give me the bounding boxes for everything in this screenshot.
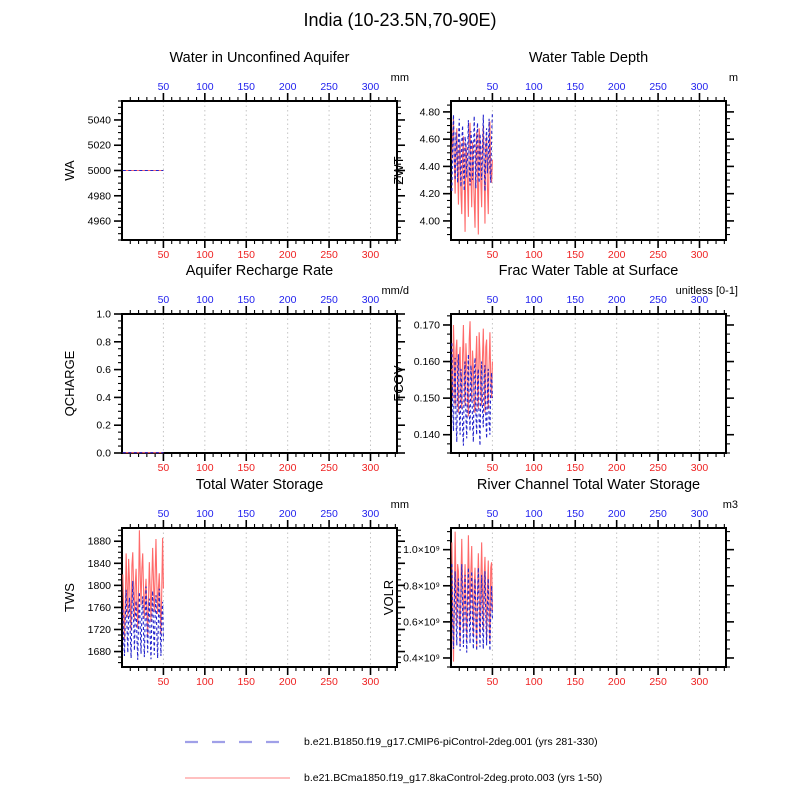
svg-text:mm/d: mm/d bbox=[381, 285, 409, 297]
svg-text:4.00: 4.00 bbox=[419, 215, 440, 228]
subplot-zwt bbox=[391, 50, 738, 261]
svg-text:4.80: 4.80 bbox=[419, 106, 440, 119]
svg-text:WA: WA bbox=[62, 160, 77, 181]
svg-text:1.0×10⁹: 1.0×10⁹ bbox=[403, 544, 440, 557]
svg-text:100: 100 bbox=[196, 249, 214, 261]
svg-text:250: 250 bbox=[320, 508, 338, 520]
subplot-wa bbox=[62, 50, 409, 261]
svg-text:1680: 1680 bbox=[87, 646, 111, 659]
svg-text:100: 100 bbox=[525, 294, 543, 306]
svg-text:5000: 5000 bbox=[87, 165, 111, 177]
svg-text:50: 50 bbox=[157, 508, 170, 520]
svg-text:150: 150 bbox=[566, 249, 585, 261]
svg-text:50: 50 bbox=[486, 81, 499, 93]
svg-text:150: 150 bbox=[237, 249, 256, 261]
svg-text:250: 250 bbox=[649, 508, 667, 520]
legend-line-dashed-icon bbox=[185, 739, 290, 745]
svg-text:300: 300 bbox=[361, 508, 380, 520]
svg-text:200: 200 bbox=[607, 676, 626, 688]
svg-text:250: 250 bbox=[320, 462, 338, 474]
svg-text:50: 50 bbox=[486, 676, 499, 688]
svg-text:TWS: TWS bbox=[62, 583, 77, 612]
svg-text:150: 150 bbox=[566, 294, 585, 306]
svg-text:4.60: 4.60 bbox=[419, 133, 440, 146]
svg-text:250: 250 bbox=[649, 294, 667, 306]
svg-text:150: 150 bbox=[566, 462, 585, 474]
svg-text:VOLR: VOLR bbox=[381, 579, 396, 616]
subplot-qcharge bbox=[62, 263, 409, 474]
legend-item-8kacontrol bbox=[185, 766, 602, 790]
svg-text:0.4: 0.4 bbox=[96, 391, 111, 404]
svg-text:300: 300 bbox=[690, 462, 709, 474]
svg-text:150: 150 bbox=[237, 462, 256, 474]
legend bbox=[185, 730, 602, 802]
svg-text:unitless [0-1]: unitless [0-1] bbox=[675, 285, 738, 297]
svg-text:200: 200 bbox=[607, 81, 626, 93]
svg-text:FCOV: FCOV bbox=[391, 365, 406, 402]
svg-text:QCHARGE: QCHARGE bbox=[62, 350, 77, 417]
svg-text:5040: 5040 bbox=[87, 114, 111, 127]
svg-text:100: 100 bbox=[525, 462, 543, 474]
svg-text:200: 200 bbox=[607, 249, 626, 261]
svg-text:100: 100 bbox=[196, 508, 214, 520]
svg-text:Frac Water Table at Surface: Frac Water Table at Surface bbox=[498, 263, 679, 279]
svg-text:200: 200 bbox=[278, 508, 297, 520]
subplot-fcov bbox=[391, 263, 738, 474]
svg-text:0.160: 0.160 bbox=[413, 356, 440, 369]
svg-text:0.6: 0.6 bbox=[96, 364, 111, 377]
svg-text:100: 100 bbox=[196, 81, 214, 93]
svg-text:200: 200 bbox=[278, 676, 297, 688]
svg-text:150: 150 bbox=[566, 81, 585, 93]
subplot-volr bbox=[381, 477, 738, 688]
legend-item-picontrol bbox=[185, 730, 602, 754]
svg-text:150: 150 bbox=[237, 294, 256, 306]
svg-text:300: 300 bbox=[690, 676, 709, 688]
svg-text:1840: 1840 bbox=[87, 557, 111, 570]
svg-text:300: 300 bbox=[690, 294, 709, 306]
svg-text:Aquifer Recharge Rate: Aquifer Recharge Rate bbox=[185, 263, 334, 279]
svg-text:0.2: 0.2 bbox=[96, 419, 111, 432]
svg-text:m: m bbox=[728, 72, 738, 84]
svg-text:0.6×10⁹: 0.6×10⁹ bbox=[403, 616, 440, 629]
svg-text:150: 150 bbox=[237, 81, 256, 93]
svg-text:mm: mm bbox=[390, 72, 409, 84]
svg-text:50: 50 bbox=[157, 676, 170, 688]
svg-text:1880: 1880 bbox=[87, 535, 111, 548]
svg-text:4.40: 4.40 bbox=[419, 160, 440, 173]
svg-text:200: 200 bbox=[278, 81, 297, 93]
svg-text:250: 250 bbox=[320, 676, 338, 688]
svg-text:0.150: 0.150 bbox=[413, 392, 440, 405]
svg-text:1800: 1800 bbox=[87, 579, 111, 592]
page-title: India (10-23.5N,70-90E) bbox=[303, 10, 497, 30]
svg-text:ZWT: ZWT bbox=[391, 156, 406, 185]
svg-text:150: 150 bbox=[237, 676, 256, 688]
svg-text:0.170: 0.170 bbox=[413, 319, 440, 332]
svg-text:1.0: 1.0 bbox=[96, 308, 111, 321]
svg-text:250: 250 bbox=[320, 294, 338, 306]
svg-text:100: 100 bbox=[196, 294, 214, 306]
svg-text:5020: 5020 bbox=[87, 139, 111, 152]
svg-text:150: 150 bbox=[237, 508, 256, 520]
svg-text:100: 100 bbox=[525, 249, 543, 261]
svg-text:50: 50 bbox=[157, 249, 170, 261]
svg-text:0.4×10⁹: 0.4×10⁹ bbox=[403, 652, 440, 665]
svg-text:4.20: 4.20 bbox=[419, 188, 440, 201]
svg-text:0.8: 0.8 bbox=[96, 336, 111, 349]
svg-text:River Channel Total Water Stor: River Channel Total Water Storage bbox=[476, 477, 701, 493]
svg-text:250: 250 bbox=[649, 249, 667, 261]
svg-text:4960: 4960 bbox=[87, 215, 111, 228]
svg-text:100: 100 bbox=[525, 508, 543, 520]
subplot-tws bbox=[62, 477, 409, 688]
svg-text:300: 300 bbox=[361, 249, 380, 261]
svg-text:50: 50 bbox=[486, 462, 499, 474]
svg-text:250: 250 bbox=[649, 676, 667, 688]
svg-text:50: 50 bbox=[486, 294, 499, 306]
svg-text:300: 300 bbox=[690, 81, 709, 93]
svg-text:0.8×10⁹: 0.8×10⁹ bbox=[403, 580, 440, 593]
svg-text:250: 250 bbox=[320, 249, 338, 261]
svg-text:250: 250 bbox=[320, 81, 338, 93]
svg-text:Water Table Depth: Water Table Depth bbox=[528, 50, 649, 66]
svg-text:200: 200 bbox=[607, 462, 626, 474]
legend-label-picontrol: b.e21.B1850.f19_g17.CMIP6-piControl-2deg.001 (yrs 281-330) bbox=[304, 736, 598, 748]
svg-text:300: 300 bbox=[361, 676, 380, 688]
svg-text:50: 50 bbox=[486, 249, 499, 261]
svg-text:0.140: 0.140 bbox=[413, 429, 440, 442]
svg-text:Water in Unconfined Aquifer: Water in Unconfined Aquifer bbox=[169, 50, 350, 66]
svg-text:100: 100 bbox=[196, 462, 214, 474]
svg-text:50: 50 bbox=[157, 81, 170, 93]
svg-text:200: 200 bbox=[607, 294, 626, 306]
svg-text:1720: 1720 bbox=[87, 623, 111, 636]
svg-text:250: 250 bbox=[649, 81, 667, 93]
svg-text:300: 300 bbox=[361, 81, 380, 93]
svg-text:300: 300 bbox=[361, 462, 380, 474]
legend-line-solid-icon bbox=[185, 775, 290, 781]
svg-text:200: 200 bbox=[278, 294, 297, 306]
svg-text:200: 200 bbox=[607, 508, 626, 520]
svg-text:4980: 4980 bbox=[87, 190, 111, 203]
svg-text:0.0: 0.0 bbox=[96, 447, 111, 460]
svg-text:200: 200 bbox=[278, 462, 297, 474]
legend-label-8kacontrol: b.e21.BCma1850.f19_g17.8kaControl-2deg.proto.003 (yrs 1-50) bbox=[304, 772, 603, 784]
svg-text:1760: 1760 bbox=[87, 601, 111, 614]
svg-text:150: 150 bbox=[566, 508, 585, 520]
svg-text:300: 300 bbox=[361, 294, 380, 306]
svg-text:mm: mm bbox=[390, 499, 409, 511]
svg-text:300: 300 bbox=[690, 249, 709, 261]
svg-text:250: 250 bbox=[649, 462, 667, 474]
svg-text:50: 50 bbox=[157, 462, 170, 474]
svg-text:300: 300 bbox=[690, 508, 709, 520]
svg-text:m3: m3 bbox=[722, 499, 738, 511]
svg-text:100: 100 bbox=[525, 676, 543, 688]
svg-text:Total Water Storage: Total Water Storage bbox=[195, 477, 324, 493]
svg-text:100: 100 bbox=[196, 676, 214, 688]
svg-text:150: 150 bbox=[566, 676, 585, 688]
svg-text:100: 100 bbox=[525, 81, 543, 93]
svg-text:50: 50 bbox=[486, 508, 499, 520]
svg-text:200: 200 bbox=[278, 249, 297, 261]
svg-text:50: 50 bbox=[157, 294, 170, 306]
